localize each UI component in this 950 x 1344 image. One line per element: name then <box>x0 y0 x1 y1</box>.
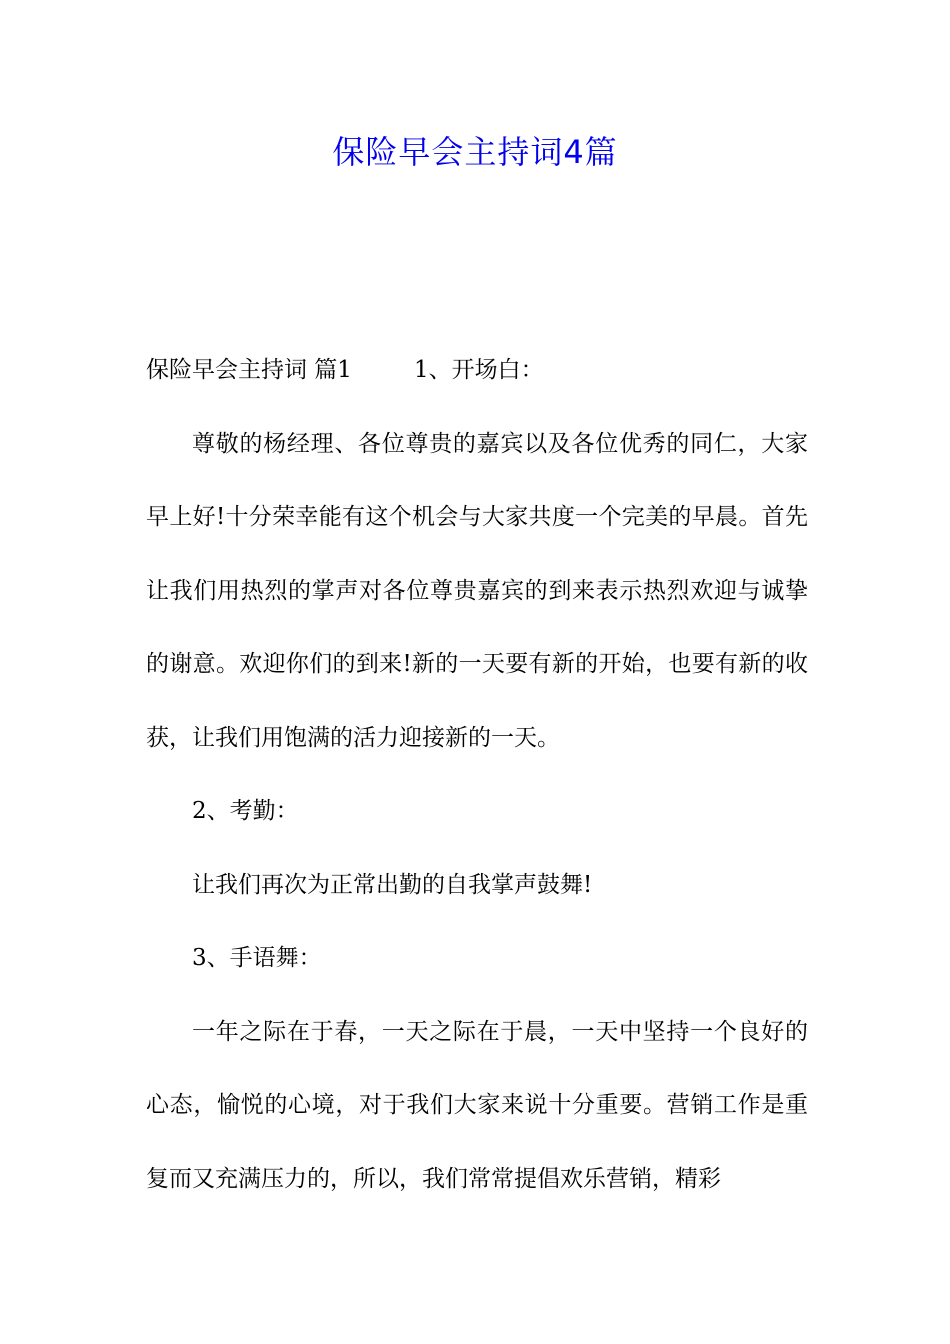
item-heading-attendance: 2、考勤： <box>192 798 299 824</box>
section-line <box>146 334 808 408</box>
document-body <box>146 334 808 1216</box>
paragraph-sign-dance: 一年之际在于春，一天之际在于晨，一天中坚持一个良好的心态，愉悦的心境，对于我们大家来说十分重要。营销工作是重复而又充满压力的，所以，我们常常提倡欢乐营销，精彩 <box>146 1018 808 1192</box>
document-title: 保险早会主持词4篇 <box>332 133 618 171</box>
paragraph-attendance: 让我们再次为正常出勤的自我掌声鼓舞! <box>192 871 593 898</box>
item-heading-opening: 1、开场白： <box>413 357 544 383</box>
paragraph-opening: 尊敬的杨经理、各位尊贵的嘉宾以及各位优秀的同仁，大家早上好!十分荣幸能有这个机会与大家共度一个完美的早晨。首先让我们用热烈的掌声对各位尊贵嘉宾的到来表示热烈欢迎与诚挚的谢意。欢迎你们的到来!新的一天要有新的开始，也要有新的收获，让我们用饱满的活力迎接新的一天。 <box>146 430 808 751</box>
section-heading: 保险早会主持词 篇1 <box>146 357 352 383</box>
item-heading-sign-dance: 3、手语舞： <box>192 945 322 971</box>
